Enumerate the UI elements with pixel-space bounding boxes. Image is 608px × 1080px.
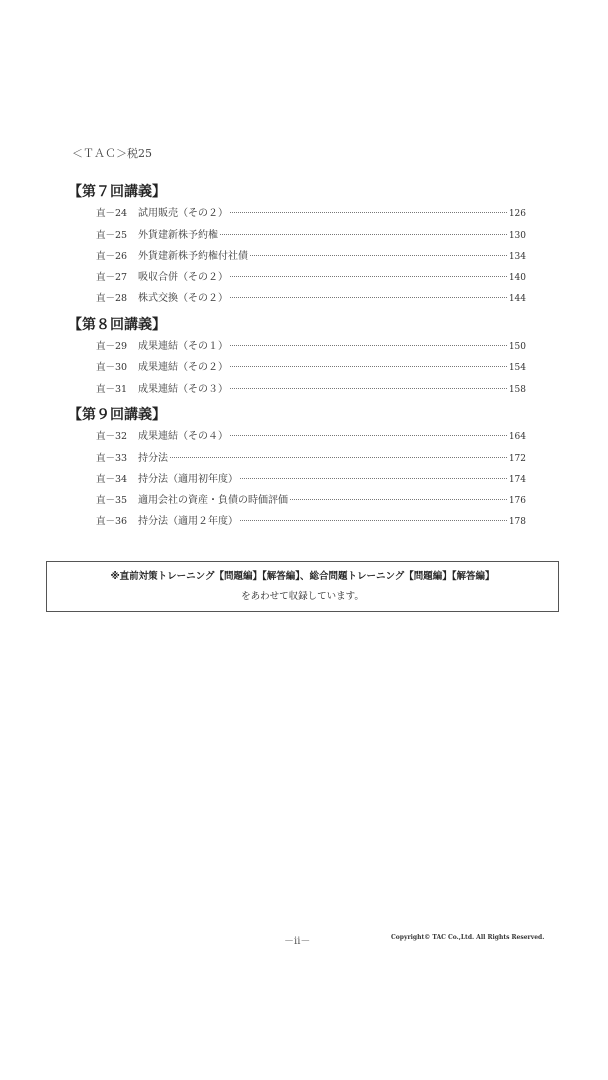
leader-dots <box>230 212 507 213</box>
entry-page: 176 <box>508 496 526 507</box>
toc-entry <box>72 357 526 378</box>
toc-entry <box>72 288 526 309</box>
entry-code: 直－34 <box>96 473 128 485</box>
toc-entry <box>72 246 526 267</box>
entry-page: 172 <box>508 453 526 464</box>
leader-dots <box>250 255 507 256</box>
entry-page: 140 <box>508 273 526 284</box>
entry-page: 178 <box>508 517 526 528</box>
toc-entry <box>72 267 526 288</box>
entry-title: 試用販売（その２） <box>138 208 228 220</box>
entry-code: 直－27 <box>96 272 128 284</box>
leader-dots <box>230 388 507 389</box>
toc-entry <box>72 426 526 447</box>
entry-code: 直－31 <box>96 383 128 395</box>
entry-title: 成果連結（その３） <box>138 383 228 395</box>
leader-dots <box>220 234 507 235</box>
entry-code: 直－26 <box>96 250 128 262</box>
toc-entry <box>72 490 526 511</box>
toc-section <box>68 405 526 533</box>
section-heading: 【第９回講義】 <box>68 406 166 423</box>
entry-page: 158 <box>508 384 526 395</box>
toc-entry <box>72 469 526 490</box>
entry-page: 134 <box>508 251 526 262</box>
copyright: Copyright© TAC Co.,Ltd. All Rights Reserved. <box>391 934 545 941</box>
leader-dots <box>230 297 507 298</box>
entry-title: 成果連結（その２） <box>138 362 228 374</box>
toc-section <box>68 315 526 400</box>
entry-code: 直－24 <box>96 208 128 220</box>
entry-title: 成果連結（その４） <box>138 431 228 443</box>
page-number: －ii－ <box>284 936 311 947</box>
entry-code: 直－35 <box>96 495 128 507</box>
entry-code: 直－28 <box>96 293 128 305</box>
toc-entry <box>72 379 526 400</box>
document-header: ＜ＴＡＣ＞税25 <box>72 147 152 160</box>
toc-section <box>68 182 526 310</box>
entry-page: 164 <box>508 432 526 443</box>
entry-page: 130 <box>508 230 526 241</box>
entry-page: 150 <box>508 342 526 353</box>
entry-title: 成果連結（その１） <box>138 341 228 353</box>
entry-code: 直－30 <box>96 362 128 374</box>
entry-title: 持分法 <box>138 452 168 464</box>
toc-entry <box>72 448 526 469</box>
table-of-contents <box>68 182 526 533</box>
entry-title: 持分法（適用２年度） <box>138 516 238 528</box>
note-box <box>46 561 559 612</box>
entry-page: 174 <box>508 474 526 485</box>
entry-code: 直－36 <box>96 516 128 528</box>
entry-title: 外貨建新株予約権付社債 <box>138 250 248 262</box>
entry-code: 直－32 <box>96 431 128 443</box>
leader-dots <box>230 276 507 277</box>
leader-dots <box>240 478 507 479</box>
toc-entry <box>72 203 526 224</box>
entry-title: 持分法（適用初年度） <box>138 473 238 485</box>
leader-dots <box>170 457 507 458</box>
entry-code: 直－25 <box>96 229 128 241</box>
entry-page: 154 <box>508 363 526 374</box>
toc-entry <box>72 336 526 357</box>
leader-dots <box>240 520 507 521</box>
entry-title: 株式交換（その２） <box>138 293 228 305</box>
entry-code: 直－29 <box>96 341 128 353</box>
entry-title: 適用会社の資産・負債の時価評価 <box>138 495 288 507</box>
entry-title: 外貨建新株予約権 <box>138 229 218 241</box>
note-line-2: をあわせて収録しています。 <box>241 591 364 602</box>
note-line-1: ※直前対策トレーニング【問題編】【解答編】、総合問題トレーニング【問題編】【解答編】 <box>110 571 495 582</box>
leader-dots <box>230 345 507 346</box>
leader-dots <box>290 499 507 500</box>
leader-dots <box>230 366 507 367</box>
entry-page: 126 <box>508 209 526 220</box>
section-heading: 【第８回講義】 <box>68 316 166 333</box>
toc-entry <box>72 511 526 532</box>
leader-dots <box>230 435 507 436</box>
entry-title: 吸収合併（その２） <box>138 272 228 284</box>
section-heading: 【第７回講義】 <box>68 184 166 200</box>
entry-page: 144 <box>508 294 526 305</box>
toc-entry <box>72 225 526 246</box>
entry-code: 直－33 <box>96 452 128 464</box>
